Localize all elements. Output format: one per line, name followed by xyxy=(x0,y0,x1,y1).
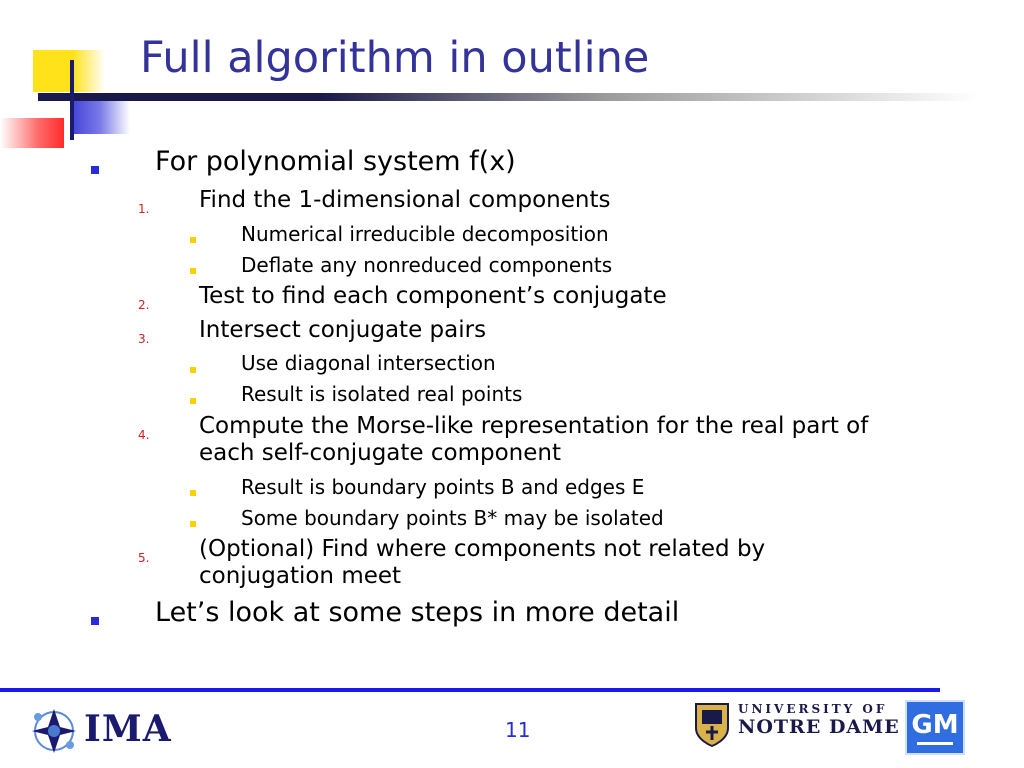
sub-bullet-icon xyxy=(190,490,196,496)
notre-dame-line-1: UNIVERSITY OF xyxy=(738,702,888,716)
sub-bullet-icon xyxy=(190,367,196,373)
step-1-sub-1: Numerical irreducible decomposition xyxy=(241,222,609,246)
sub-bullet-icon xyxy=(190,237,196,243)
step-number-1: 1. xyxy=(138,202,150,216)
slide-title: Full algorithm in outline xyxy=(140,33,650,83)
bullet-square-icon xyxy=(91,166,99,174)
gm-logo-text: GM xyxy=(911,710,959,740)
step-3-text: Intersect conjugate pairs xyxy=(199,317,487,343)
page-number: 11 xyxy=(505,718,531,742)
outline-item-1: For polynomial system f(x) xyxy=(155,146,516,177)
step-3-sub-1: Use diagonal intersection xyxy=(241,351,496,375)
step-number-3: 3. xyxy=(138,332,150,346)
ima-logo-text: IMA xyxy=(84,708,172,750)
gm-logo-icon xyxy=(905,700,965,755)
step-1-sub-2: Deflate any nonreduced components xyxy=(241,253,613,277)
step-4-sub-1: Result is boundary points B and edges E xyxy=(241,475,645,499)
sub-bullet-icon xyxy=(190,268,196,274)
step-number-2: 2. xyxy=(138,298,150,312)
gm-logo-underline xyxy=(917,742,953,745)
step-number-4: 4. xyxy=(138,428,150,442)
step-number-5: 5. xyxy=(138,551,150,565)
step-1-text: Find the 1-dimensional components xyxy=(199,187,611,213)
step-5-text-cont: conjugation meet xyxy=(199,563,402,589)
footer-divider xyxy=(0,688,940,692)
step-4-text: Compute the Morse-like representation for the real part of xyxy=(199,413,869,439)
notre-dame-line-2: NOTRE DAME xyxy=(738,716,900,738)
notre-dame-shield-icon xyxy=(694,702,730,748)
step-5-text: (Optional) Find where components not related by xyxy=(199,536,766,562)
step-4-text-cont: each self-conjugate component xyxy=(199,440,561,466)
step-4-sub-2: Some boundary points B* may be isolated xyxy=(241,506,664,530)
outline-item-2: Let’s look at some steps in more detail xyxy=(155,597,680,628)
step-2-text: Test to find each component’s conjugate xyxy=(199,283,667,309)
step-3-sub-2: Result is isolated real points xyxy=(241,382,523,406)
sub-bullet-icon xyxy=(190,398,196,404)
sub-bullet-icon xyxy=(190,521,196,527)
bullet-square-icon xyxy=(91,617,99,625)
